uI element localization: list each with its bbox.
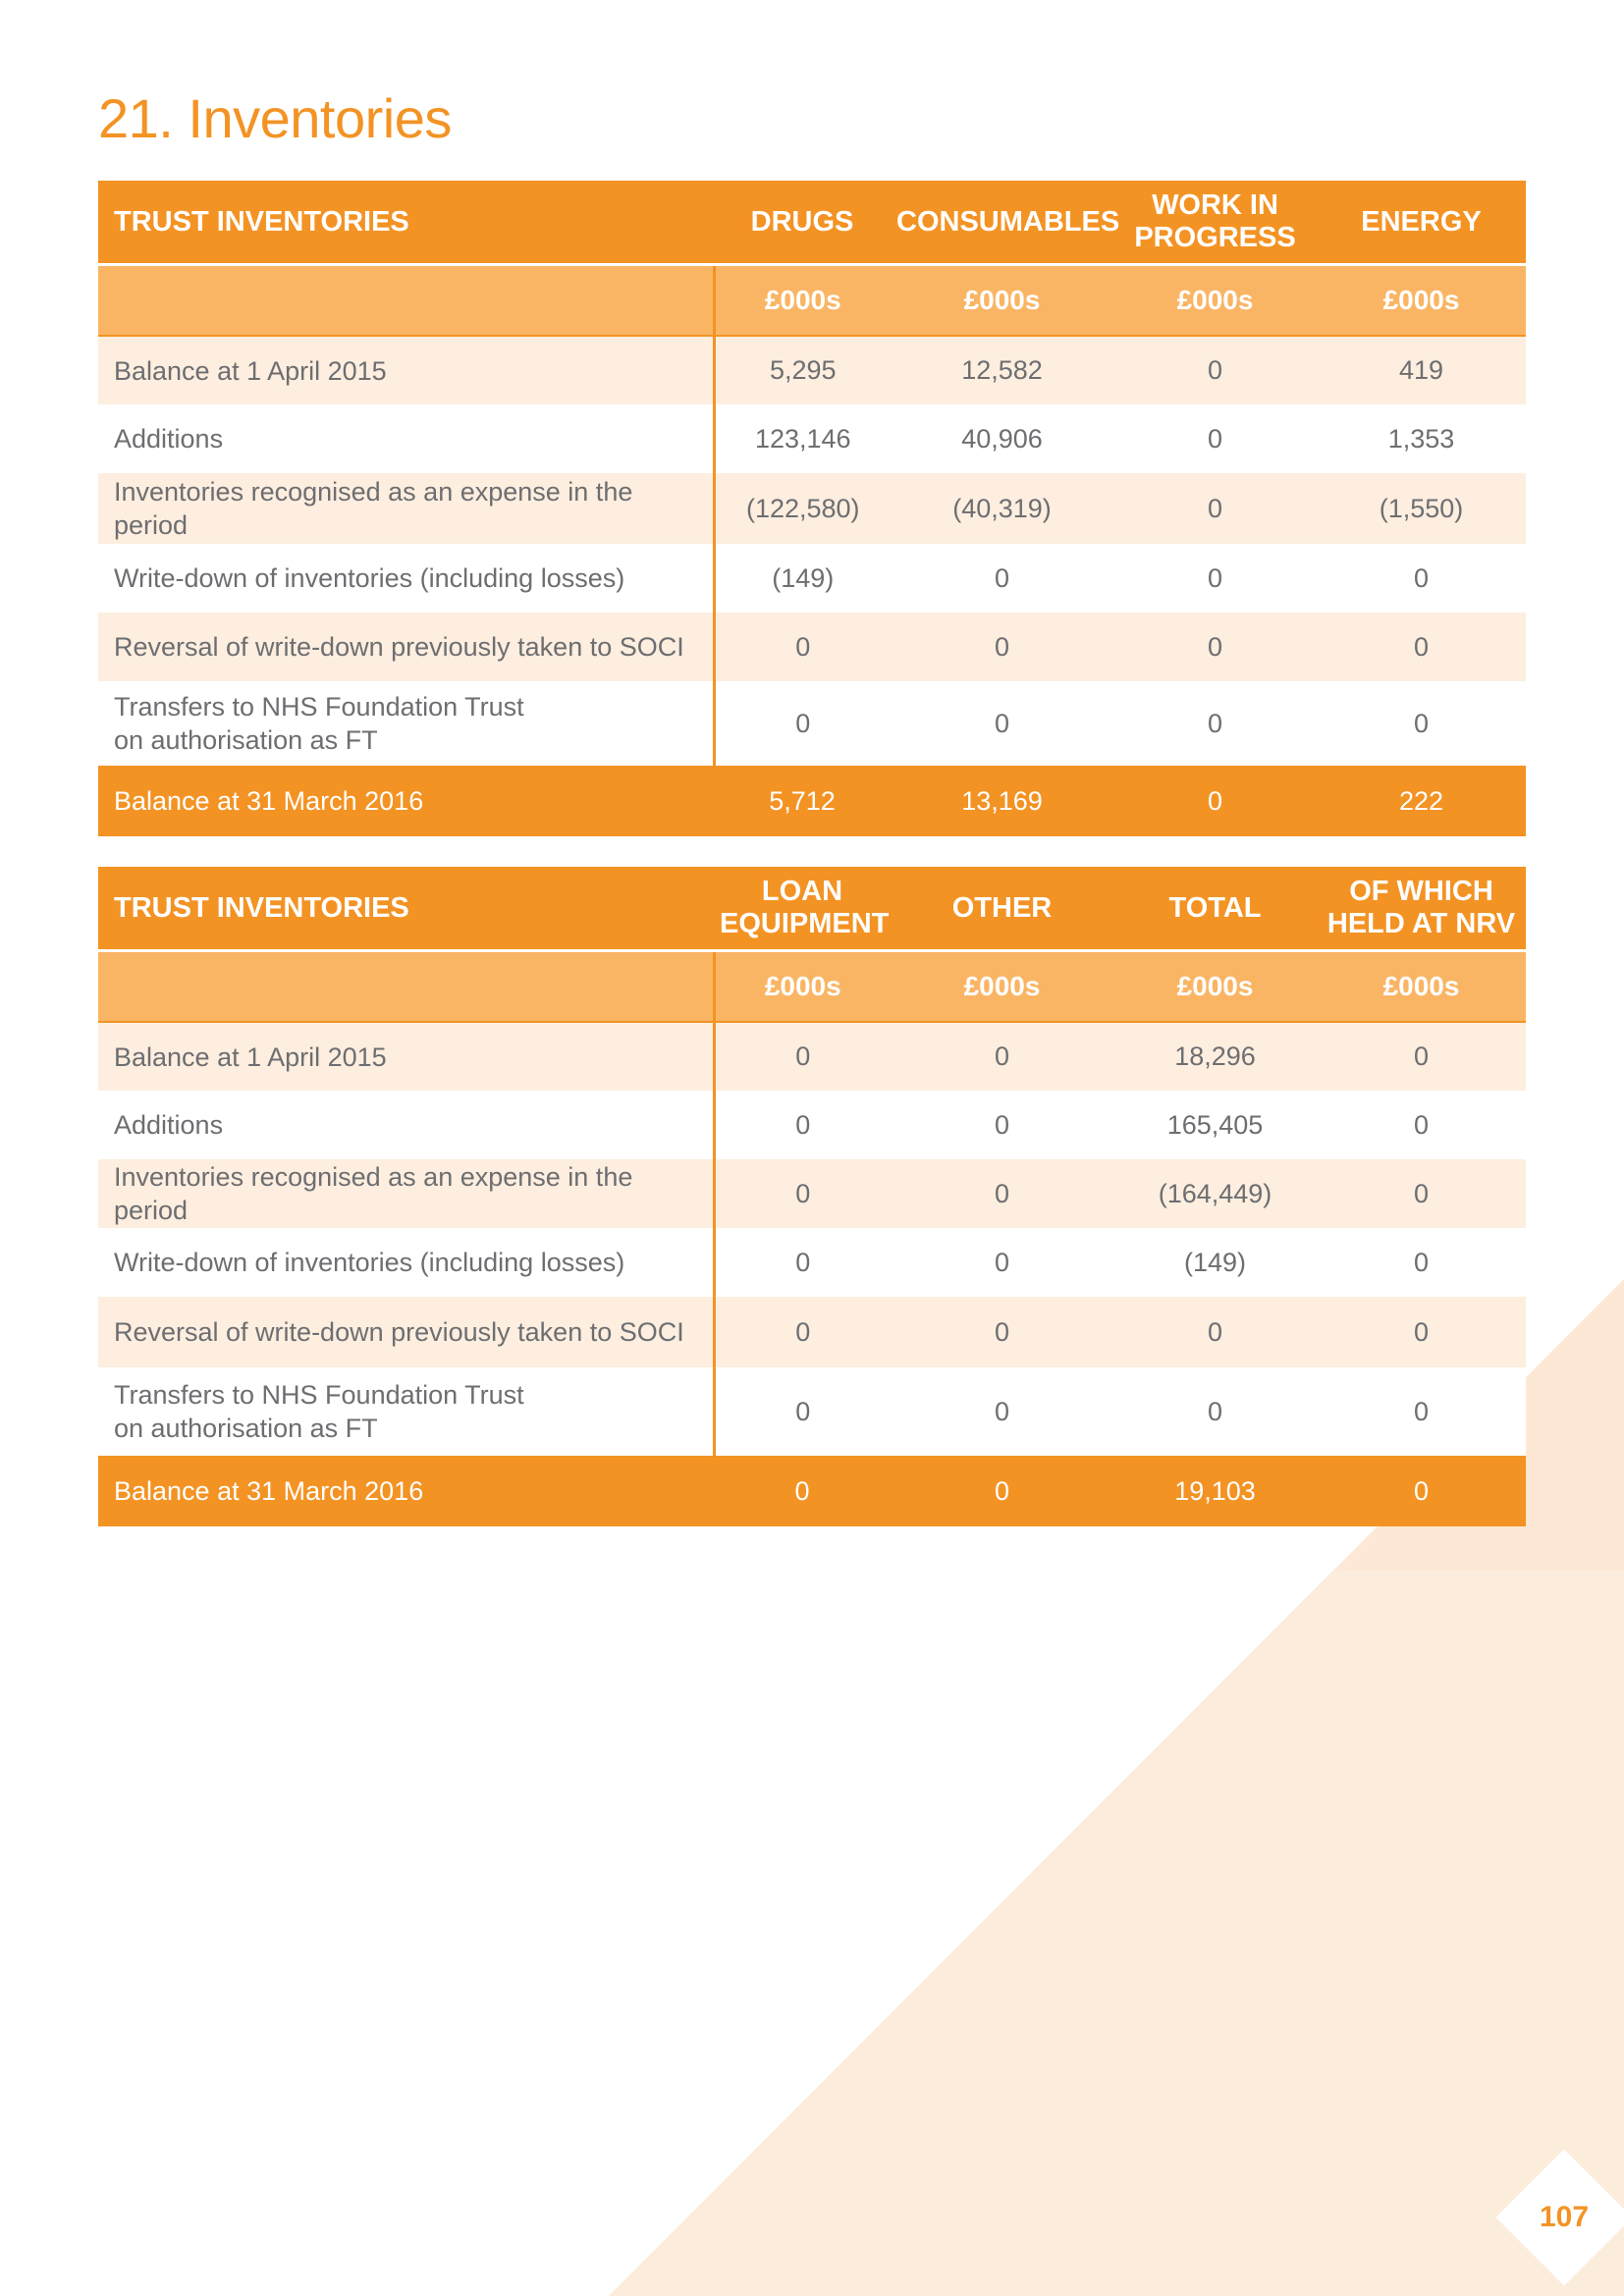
- column-header-total: TOTAL: [1113, 867, 1317, 951]
- value-cell: 0: [1113, 613, 1317, 681]
- value-cell: 0: [1113, 1367, 1317, 1456]
- value-cell: 0: [714, 1367, 891, 1456]
- value-cell: (122,580): [714, 473, 891, 544]
- value-cell: 0: [1317, 1022, 1526, 1091]
- table-row: [98, 1297, 1526, 1367]
- value-cell: 0: [1317, 681, 1526, 766]
- unit-cell: £000s: [1317, 951, 1526, 1023]
- value-cell: 0: [1113, 473, 1317, 544]
- value-cell: 0: [891, 1022, 1113, 1091]
- value-cell: 0: [891, 1228, 1113, 1297]
- value-cell: 5,295: [714, 336, 891, 404]
- value-cell: 0: [1317, 1228, 1526, 1297]
- table-row: [98, 336, 1526, 404]
- value-cell: 0: [1317, 1297, 1526, 1367]
- table-row: [98, 1228, 1526, 1297]
- column-header-energy: ENERGY: [1317, 181, 1526, 265]
- unit-cell: £000s: [891, 951, 1113, 1023]
- value-cell: 123,146: [714, 404, 891, 473]
- unit-cell: £000s: [1113, 265, 1317, 337]
- value-cell: 0: [1317, 1091, 1526, 1159]
- value-cell: 419: [1317, 336, 1526, 404]
- value-cell: 0: [1113, 336, 1317, 404]
- units-row: [98, 265, 1526, 337]
- value-cell: 0: [891, 544, 1113, 613]
- total-value-cell: 5,712: [714, 766, 891, 836]
- value-cell: 0: [1113, 404, 1317, 473]
- value-cell: 0: [1317, 544, 1526, 613]
- value-cell: 0: [891, 1091, 1113, 1159]
- value-cell: 165,405: [1113, 1091, 1317, 1159]
- unit-cell: £000s: [891, 265, 1113, 337]
- value-cell: 40,906: [891, 404, 1113, 473]
- row-label-line-1: Transfers to NHS Foundation Trust: [114, 692, 524, 721]
- column-header-drugs: DRUGS: [714, 181, 891, 265]
- value-cell: 12,582: [891, 336, 1113, 404]
- table-row: [98, 613, 1526, 681]
- column-header-work-in-progress: WORK IN PROGRESS: [1113, 181, 1317, 265]
- value-cell: 0: [714, 1091, 891, 1159]
- table-row: [98, 1022, 1526, 1091]
- total-value-cell: 0: [891, 1456, 1113, 1526]
- column-header-held-at-nrv: OF WHICH HELD AT NRV: [1317, 867, 1526, 951]
- page-number-badge: [1502, 2156, 1624, 2279]
- row-label-line-1: Transfers to NHS Foundation Trust: [114, 1380, 524, 1410]
- total-value-cell: 0: [714, 1456, 891, 1526]
- value-cell: 0: [1317, 1367, 1526, 1456]
- unit-cell: £000s: [1113, 951, 1317, 1023]
- row-label: Reversal of write-down previously taken to SOCI: [98, 613, 714, 681]
- total-value-cell: 0: [1317, 1456, 1526, 1526]
- row-label: Reversal of write-down previously taken to SOCI: [98, 1297, 714, 1367]
- total-row: [98, 766, 1526, 836]
- unit-cell: £000s: [714, 265, 891, 337]
- column-header-label: TRUST INVENTORIES: [98, 867, 714, 951]
- table-header-row: [98, 867, 1526, 951]
- column-header-other: OTHER: [891, 867, 1113, 951]
- value-cell: 0: [891, 1367, 1113, 1456]
- row-label: [98, 681, 714, 766]
- total-value-cell: 222: [1317, 766, 1526, 836]
- value-cell: 0: [1113, 681, 1317, 766]
- value-cell: 0: [891, 681, 1113, 766]
- row-label: Write-down of inventories (including losses): [98, 1228, 714, 1297]
- value-cell: 1,353: [1317, 404, 1526, 473]
- value-cell: 0: [891, 613, 1113, 681]
- row-label: Write-down of inventories (including losses): [98, 544, 714, 613]
- value-cell: 0: [714, 1159, 891, 1228]
- row-label: Inventories recognised as an expense in the period: [98, 473, 714, 544]
- value-cell: 0: [1317, 613, 1526, 681]
- value-cell: (1,550): [1317, 473, 1526, 544]
- total-value-cell: 0: [1113, 766, 1317, 836]
- inventories-table-1: [98, 181, 1526, 836]
- table-row: [98, 544, 1526, 613]
- table-row: [98, 1367, 1526, 1456]
- column-header-label: TRUST INVENTORIES: [98, 181, 714, 265]
- units-label-cell: [98, 265, 714, 337]
- inventories-table-2: [98, 867, 1526, 1526]
- value-cell: 0: [714, 1297, 891, 1367]
- page-title: 21. Inventories: [98, 87, 452, 149]
- row-label-line-2: on authorisation as FT: [114, 725, 378, 755]
- row-label: Balance at 1 April 2015: [98, 336, 714, 404]
- value-cell: (149): [1113, 1228, 1317, 1297]
- value-cell: 0: [714, 1228, 891, 1297]
- total-value-cell: 13,169: [891, 766, 1113, 836]
- total-label: Balance at 31 March 2016: [98, 1456, 714, 1526]
- value-cell: (149): [714, 544, 891, 613]
- table-row: [98, 473, 1526, 544]
- units-label-cell: [98, 951, 714, 1023]
- value-cell: (40,319): [891, 473, 1113, 544]
- column-header-loan-equipment: LOAN EQUIPMENT: [714, 867, 891, 951]
- column-header-consumables: CONSUMABLES: [891, 181, 1113, 265]
- value-cell: 0: [714, 613, 891, 681]
- value-cell: 0: [1113, 1297, 1317, 1367]
- row-label: [98, 1367, 714, 1456]
- value-cell: 0: [891, 1159, 1113, 1228]
- row-label: Inventories recognised as an expense in the period: [98, 1159, 714, 1228]
- unit-cell: £000s: [1317, 265, 1526, 337]
- total-row: [98, 1456, 1526, 1526]
- value-cell: 0: [714, 1022, 891, 1091]
- table-header-row: [98, 181, 1526, 265]
- units-row: [98, 951, 1526, 1023]
- total-value-cell: 19,103: [1113, 1456, 1317, 1526]
- value-cell: 0: [714, 681, 891, 766]
- value-cell: 18,296: [1113, 1022, 1317, 1091]
- total-label: Balance at 31 March 2016: [98, 766, 714, 836]
- page-number: 107: [1539, 2201, 1590, 2233]
- unit-cell: £000s: [714, 951, 891, 1023]
- table-row: [98, 1159, 1526, 1228]
- value-cell: 0: [891, 1297, 1113, 1367]
- value-cell: 0: [1317, 1159, 1526, 1228]
- table-row: [98, 681, 1526, 766]
- row-label: Additions: [98, 1091, 714, 1159]
- value-cell: (164,449): [1113, 1159, 1317, 1228]
- row-label-line-2: on authorisation as FT: [114, 1414, 378, 1443]
- table-row: [98, 1091, 1526, 1159]
- table-row: [98, 404, 1526, 473]
- row-label: Additions: [98, 404, 714, 473]
- value-cell: 0: [1113, 544, 1317, 613]
- row-label: Balance at 1 April 2015: [98, 1022, 714, 1091]
